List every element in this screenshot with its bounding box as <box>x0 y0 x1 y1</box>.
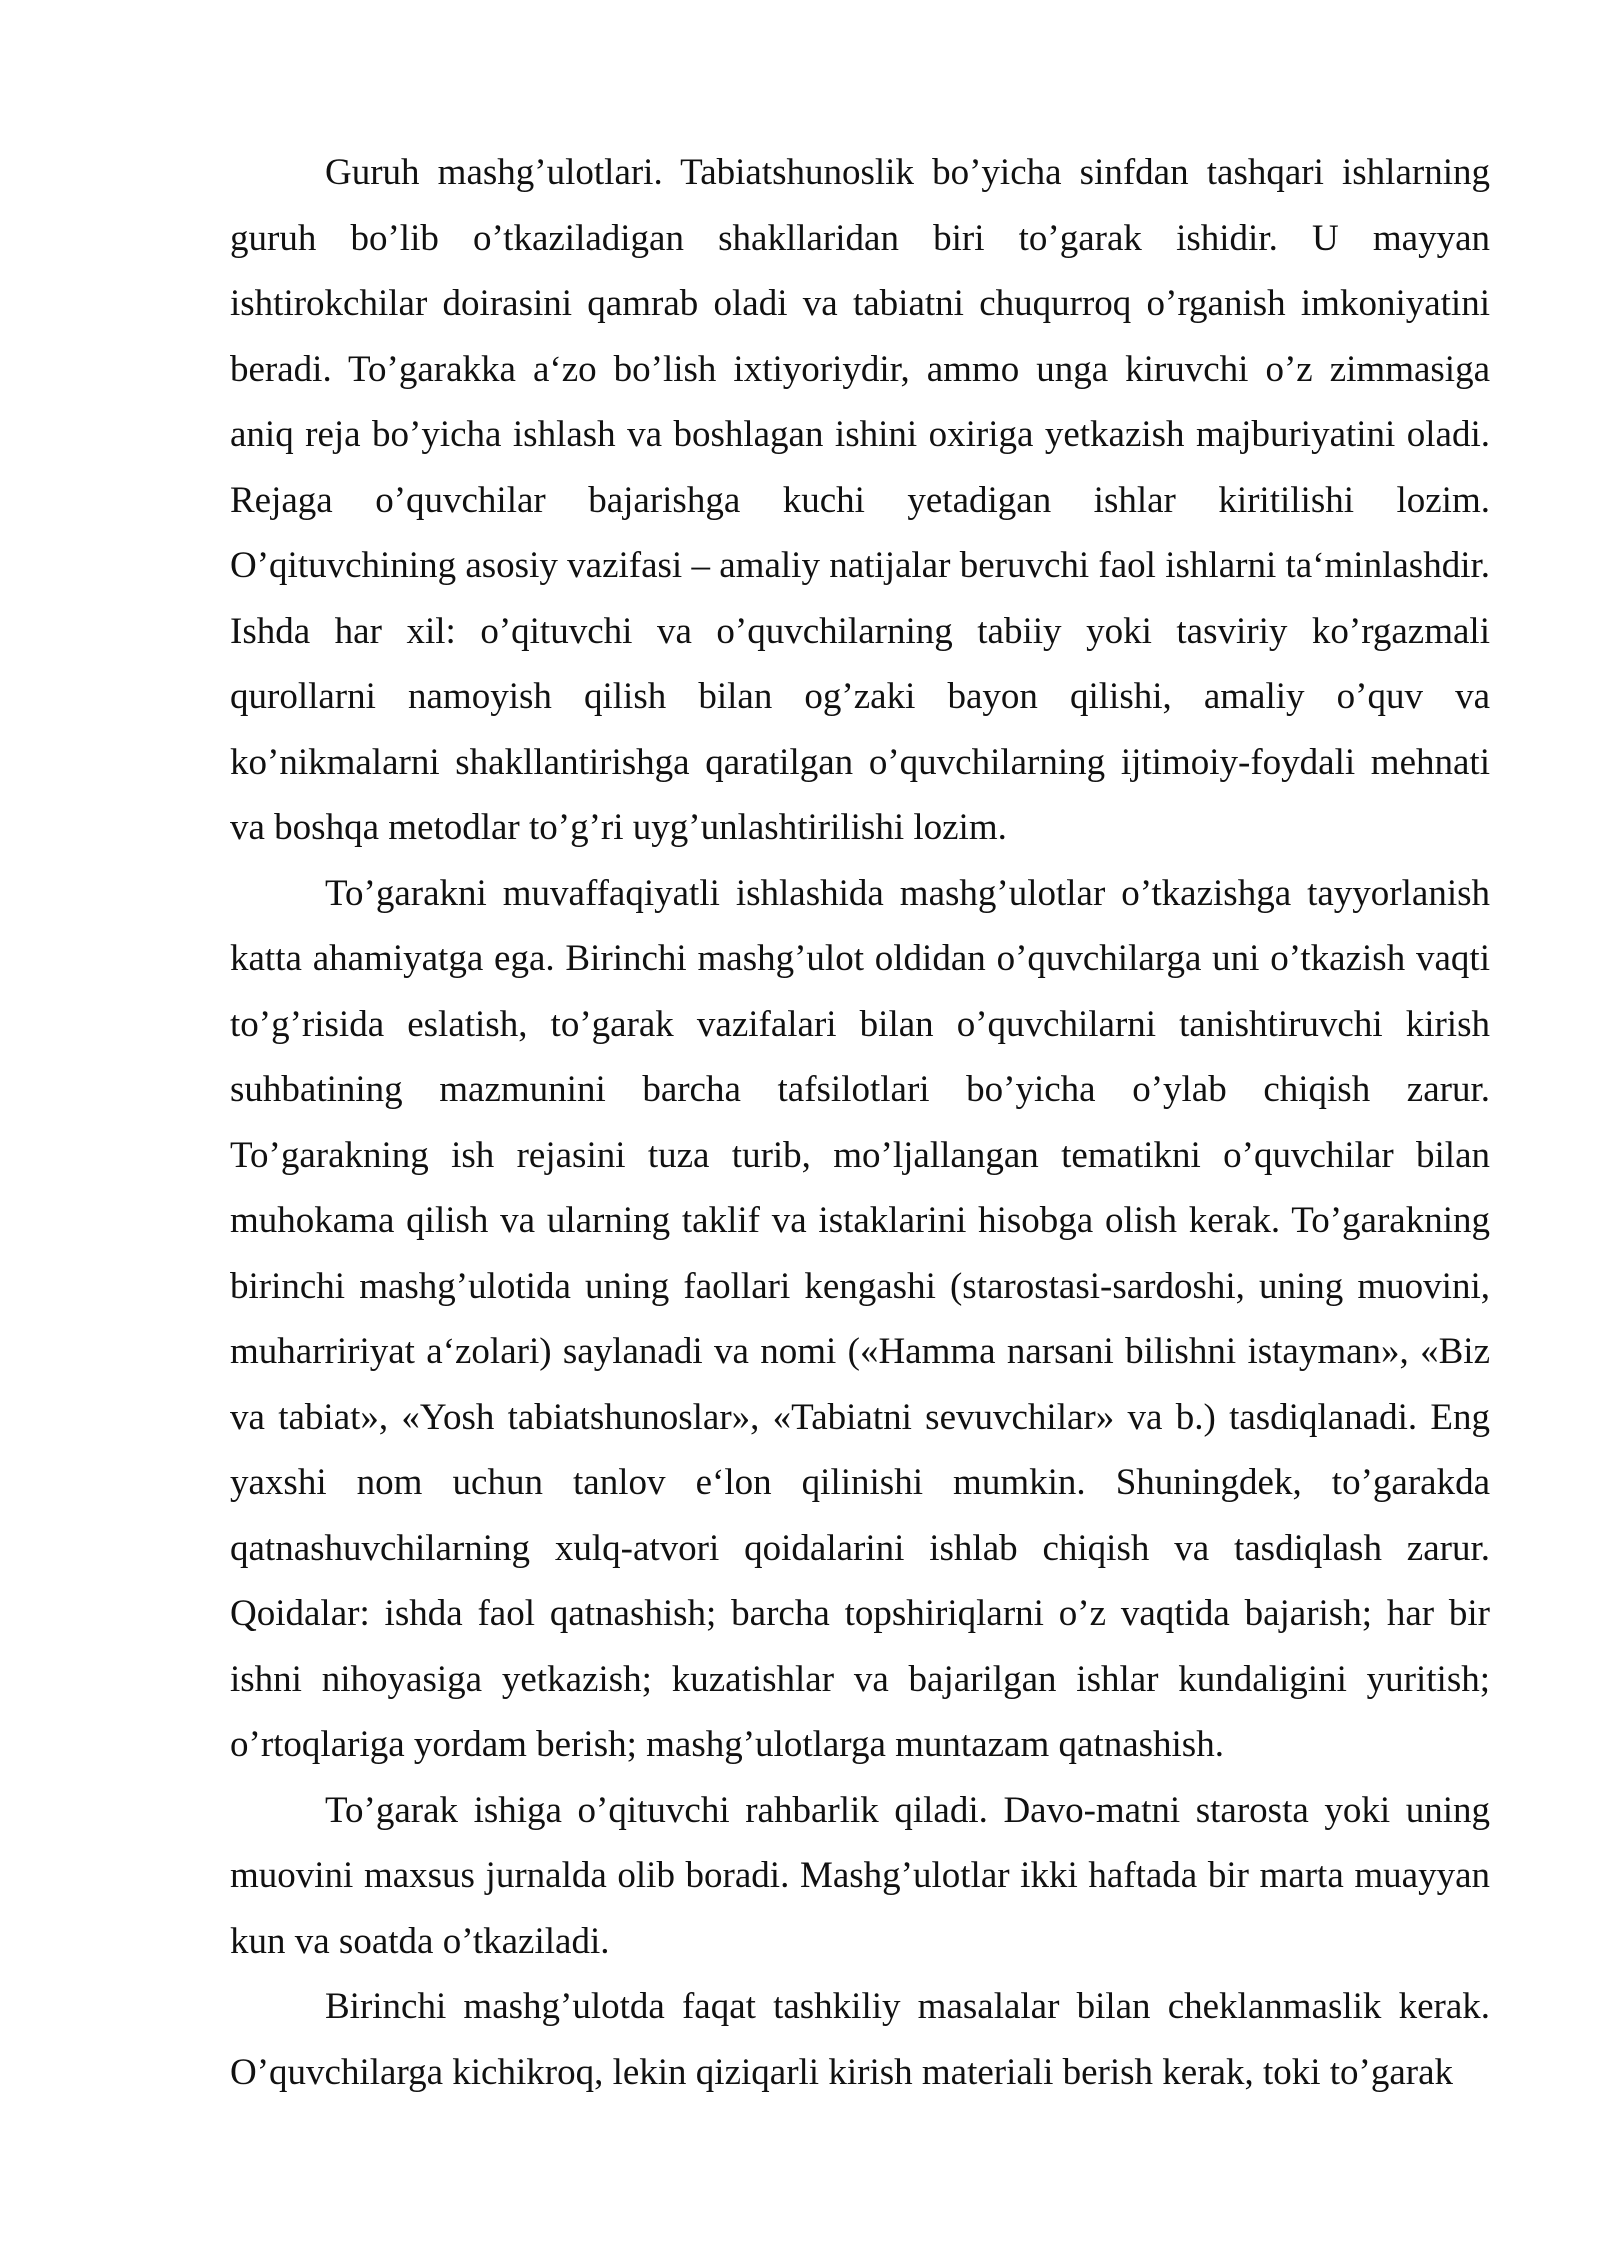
paragraph-group-lessons: Guruh mashg’ulotlari. Tabiatshunoslik bo’yicha sinfdan tashqari ishlarning guruh bo’lib o’tkaziladigan shakllaridan biri to’garak ishidir. U mayyan ishtirokchilar doirasini qamrab oladi va tabiatni chuqurroq o’rganish imkoniyatini beradi. To’garakka a‘zo bo’lish ixtiyoriydir, ammo unga kiruvchi o’z zimmasiga aniq reja bo’yicha ishlash va boshlagan ishini oxiriga yetkazish majburiyatini oladi. Rejaga o’quvchilar bajarishga kuchi yetadigan ishlar kiritilishi lozim. O’qituvchining asosiy vazifasi – amaliy natijalar beruvchi faol ishlarni ta‘minlashdir. Ishda har xil: o’qituvchi va o’quvchilarning tabiiy yoki tasviriy ko’rgazmali qurollarni namoyish qilish bilan og’zaki bayon qilishi, amaliy o’quv va ko’nikmalarni shakllantirishga qaratilgan o’quvchilarning ijtimoiy-foydali mehnati va boshqa metodlar to’g’ri uyg’unlashtirilishi lozim. <box>230 152 1490 848</box>
paragraph-first-lesson: Birinchi mashg’ulotda faqat tashkiliy masalalar bilan cheklanmaslik kerak. O’quvchilarga kichikroq, lekin qiziqarli kirish materiali berish kerak, toki to’garak <box>230 1986 1490 2093</box>
paragraph-teacher-leadership: To’garak ishiga o’qituvchi rahbarlik qiladi. Davo-matni starosta yoki uning muovini maxsus jurnalda olib boradi. Mashg’ulotlar ikki haftada bir marta muayyan kun va soatda o’tkaziladi. <box>230 1789 1490 1962</box>
document-page <box>230 140 1490 2105</box>
paragraph-club-preparation: To’garakni muvaffaqiyatli ishlashida mashg’ulotlar o’tkazishga tayyorlanish katta ahamiyatga ega. Birinchi mashg’ulot oldidan o’quvchilarga uni o’tkazish vaqti to’g’risida eslatish, to’garak vazifalari bilan o’quvchilarni tanishtiruvchi kirish suhbatining mazmunini barcha tafsilotlari bo’yicha o’ylab chiqish zarur. To’garakning ish rejasini tuza turib, mo’ljallangan tematikni o’quvchilar bilan muhokama qilish va ularning taklif va istaklarini hisobga olish kerak. To’garakning birinchi mashg’ulotida uning faollari kengashi (starostasi-sardoshi, uning muovini, muharririyat a‘zolari) saylanadi va nomi («Hamma narsani bilishni istayman», «Biz va tabiat», «Yosh tabiatshunoslar», «Tabiatni sevuvchilar» va b.) tasdiqlanadi. Eng yaxshi nom uchun tanlov e‘lon qilinishi mumkin. Shuningdek, to’garakda qatnashuvchilarning xulq-atvori qoidalarini ishlab chiqish va tasdiqlash zarur. Qoidalar: ishda faol qatnashish; barcha topshiriqlarni o’z vaqtida bajarish; har bir ishni nihoyasiga yetkazish; kuzatishlar va bajarilgan ishlar kundaligini yuritish; o’rtoqlariga yordam berish; mashg’ulotlarga muntazam qatnashish. <box>230 872 1490 1765</box>
